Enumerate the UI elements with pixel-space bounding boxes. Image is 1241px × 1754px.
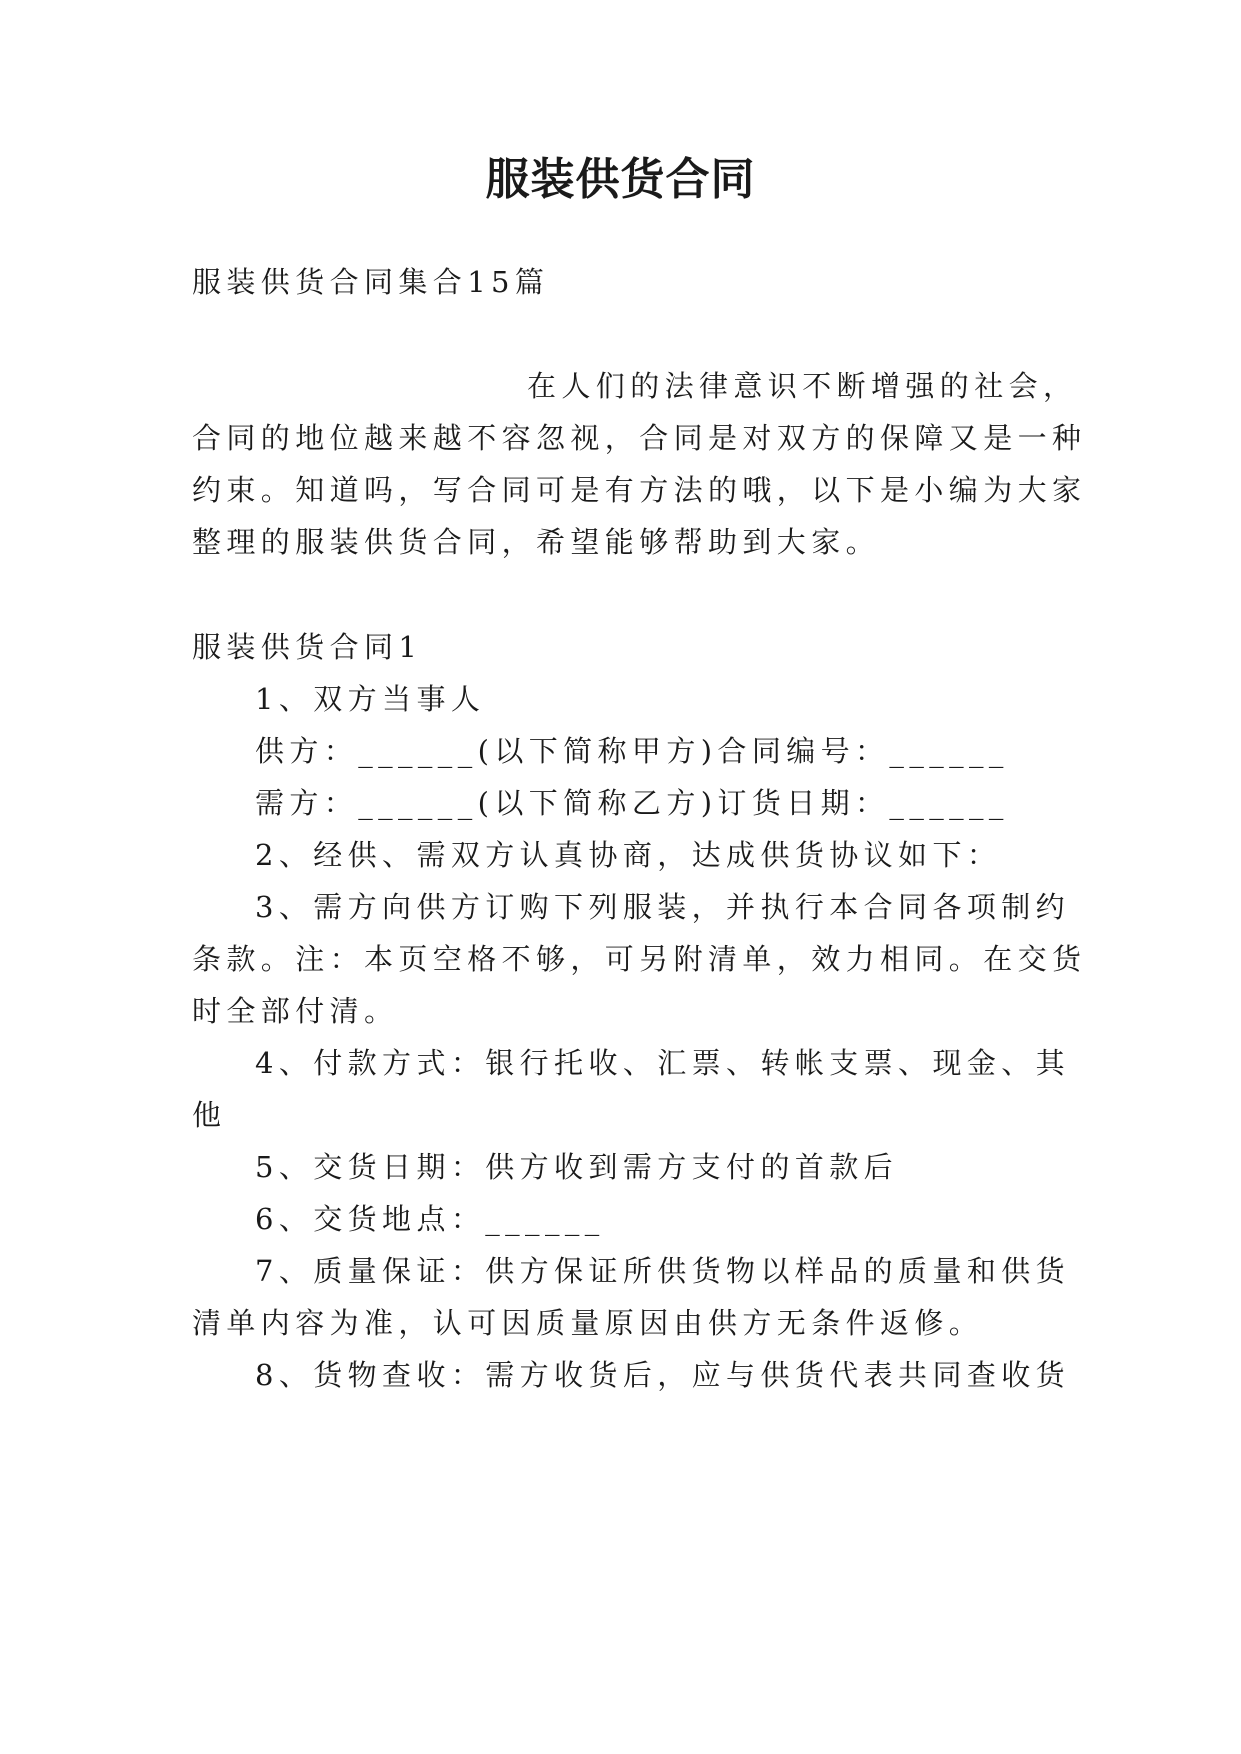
clause-line: 2、经供、需双方认真协商，达成供货协议如下： — [255, 838, 1002, 872]
intro-line: 约束。知道吗，写合同可是有方法的哦，以下是小编为大家 — [192, 473, 1087, 507]
clause-line: 清单内容为准，认可因质量原因由供方无条件返修。 — [192, 1306, 984, 1340]
clause-line: 他 — [192, 1098, 227, 1132]
clause-line: 3、需方向供方订购下列服装，并执行本合同各项制约 — [255, 890, 1071, 924]
clause-line: 需方：______(以下简称乙方)订货日期：______ — [255, 786, 1009, 820]
clause-line: 6、交货地点：______ — [255, 1202, 605, 1236]
clause-line: 时全部付清。 — [192, 994, 399, 1028]
clause-line: 4、付款方式：银行托收、汇票、转帐支票、现金、其 — [255, 1046, 1071, 1080]
intro-line: 合同的地位越来越不容忽视，合同是对双方的保障又是一种 — [192, 421, 1087, 455]
clause-line: 1、双方当事人 — [255, 682, 486, 716]
clause-line: 5、交货日期：供方收到需方支付的首款后 — [255, 1150, 899, 1184]
document-title: 服装供货合同 — [485, 154, 756, 205]
intro-line: 整理的服装供货合同，希望能够帮助到大家。 — [192, 525, 881, 559]
clause-line: 条款。注：本页空格不够，可另附清单，效力相同。在交货 — [192, 942, 1087, 976]
section-heading: 服装供货合同1 — [192, 630, 423, 664]
clause-line: 供方：______(以下简称甲方)合同编号：______ — [255, 734, 1009, 768]
clause-line: 8、货物查收：需方收货后，应与供货代表共同查收货 — [255, 1358, 1071, 1392]
intro-line: 在人们的法律意识不断增强的社会， — [527, 369, 1078, 403]
document-subtitle: 服装供货合同集合15篇 — [192, 265, 550, 299]
clause-line: 7、质量保证：供方保证所供货物以样品的质量和供货 — [255, 1254, 1071, 1288]
